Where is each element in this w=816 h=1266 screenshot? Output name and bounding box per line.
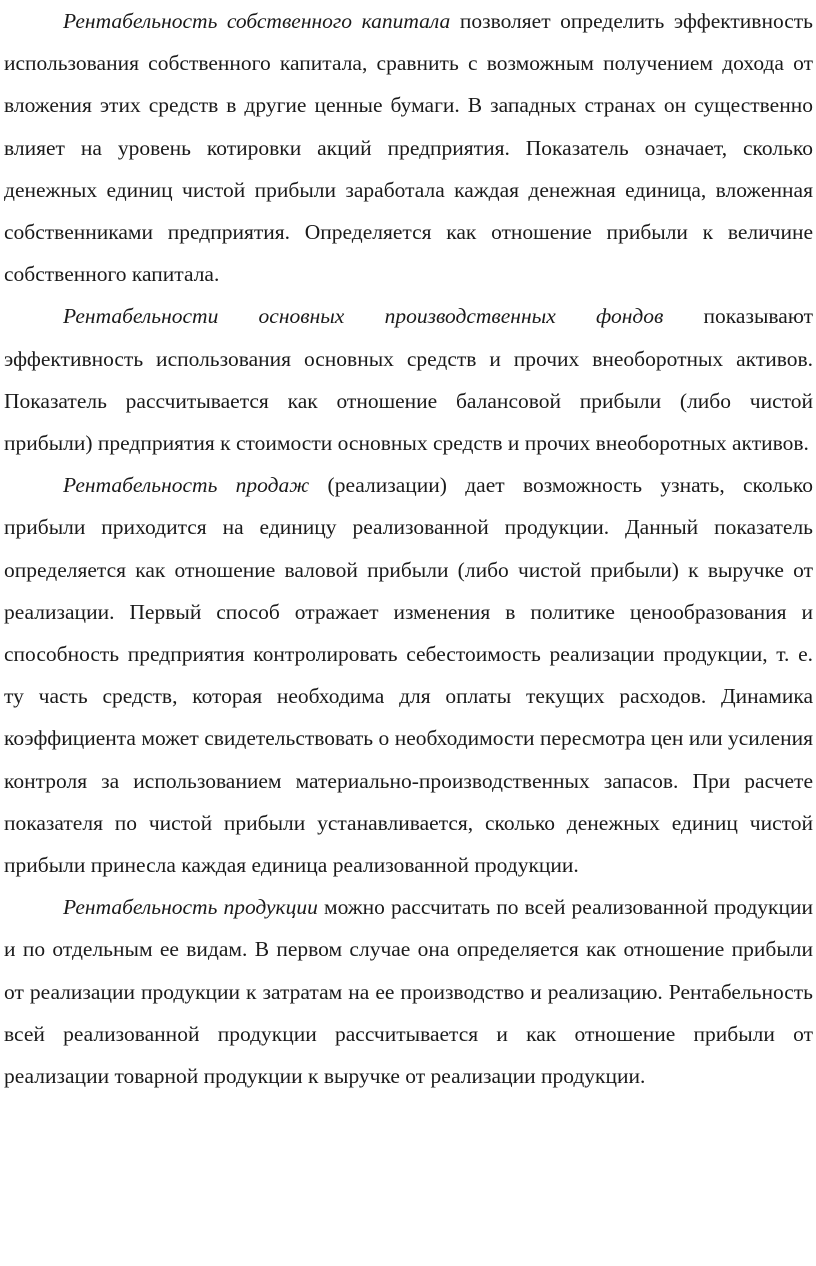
paragraph-return-on-fixed-assets	[4, 295, 813, 464]
paragraph-product-profitability	[4, 886, 813, 1097]
paragraph-text: показывают эффективность использования основных средств и прочих внеоборотных активов. Показатель рассчитывается как отношение балансовой прибыли (либо чистой прибыли) предприятия к стоимости основных средств и прочих внеоборотных активов.	[4, 304, 813, 456]
paragraph-text: (реализации) дает возможность узнать, сколько прибыли приходится на единицу реализованной продукции. Данный показатель определяется как отношение валовой прибыли (либо чистой прибыли) к выручке от реализации. Первый способ отражает изменения в политике ценообразования и способность предприятия контролировать себестоимость реализации продукции, т. е. ту часть средств, которая необходима для оплаты текущих расходов. Динамика коэффициента может свидетельствовать о необходимости пересмотра цен или усиления контроля за использованием материально-производственных запасов. При расчете показателя по чистой прибыли устанавливается, сколько денежных единиц чистой прибыли принесла каждая единица реализованной продукции.	[4, 473, 814, 878]
paragraph-return-on-sales	[4, 464, 813, 886]
term-product-profitability: Рентабельность продукции	[63, 895, 318, 920]
paragraph-text: можно рассчитать по всей реализованной продукции и по отдельным ее видам. В первом случае она определяется как отношение прибыли от реализации продукции к затратам на ее производство и реализацию. Рентабельность всей реализованной продукции рассчитывается и как отношение прибыли от реализации товарной продукции к выручке от реализации продукции.	[4, 895, 813, 1089]
paragraph-text: позволяет определить эффективность использования собственного капитала, сравнить с возможным получением дохода от вложения этих средств в другие ценные бумаги. В западных странах он существенно влияет на уровень котировки акций предприятия. Показатель означает, сколько денежных единиц чистой прибыли заработала каждая денежная единица, вложенная собственниками предприятия. Определяется как отношение прибыли к величине собственного капитала.	[4, 9, 813, 287]
term-return-on-fixed-assets: Рентабельности основных производственных фондов	[63, 304, 664, 329]
term-return-on-equity: Рентабельность собственного капитала	[63, 9, 451, 33]
term-return-on-sales: Рентабельность продаж	[63, 473, 310, 498]
paragraph-return-on-equity	[4, 0, 813, 295]
